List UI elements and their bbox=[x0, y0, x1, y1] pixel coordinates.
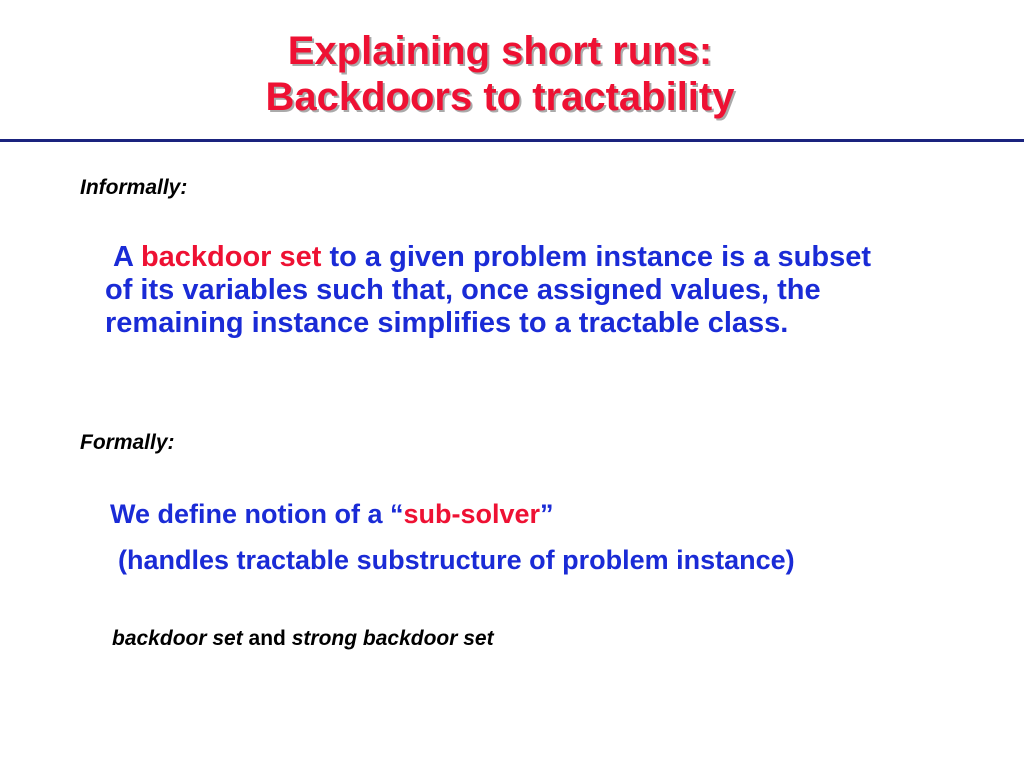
slide-title bbox=[0, 28, 1000, 120]
title-line-2: Backdoors to tractability bbox=[265, 75, 735, 119]
title-line-1: Explaining short runs: bbox=[287, 29, 713, 73]
definition-rest: to a given problem instance is a subset of its variables such that, once assigned values, the remaining instance simplifies to a tractable class. bbox=[105, 241, 871, 339]
backdoor-set-label: backdoor set bbox=[112, 627, 243, 650]
strong-backdoor-set-label: strong backdoor set bbox=[291, 627, 494, 650]
title-divider bbox=[0, 139, 1024, 142]
backdoor-set-term: backdoor set bbox=[140, 241, 322, 273]
subsolver-prefix: We define notion of a “ bbox=[110, 499, 404, 529]
subsolver-explanation: (handles tractable substructure of problem instance) bbox=[118, 545, 795, 575]
definition-prefix: A bbox=[113, 241, 141, 273]
subsolver-statement bbox=[110, 499, 554, 530]
formally-label: Formally: bbox=[80, 431, 175, 454]
backdoor-definition bbox=[105, 241, 905, 340]
and-conjunction: and bbox=[242, 627, 292, 650]
backdoor-set-types bbox=[112, 627, 494, 651]
subsolver-suffix: ” bbox=[540, 499, 554, 529]
informally-label: Informally: bbox=[80, 176, 188, 199]
subsolver-term: sub-solver bbox=[403, 499, 541, 529]
